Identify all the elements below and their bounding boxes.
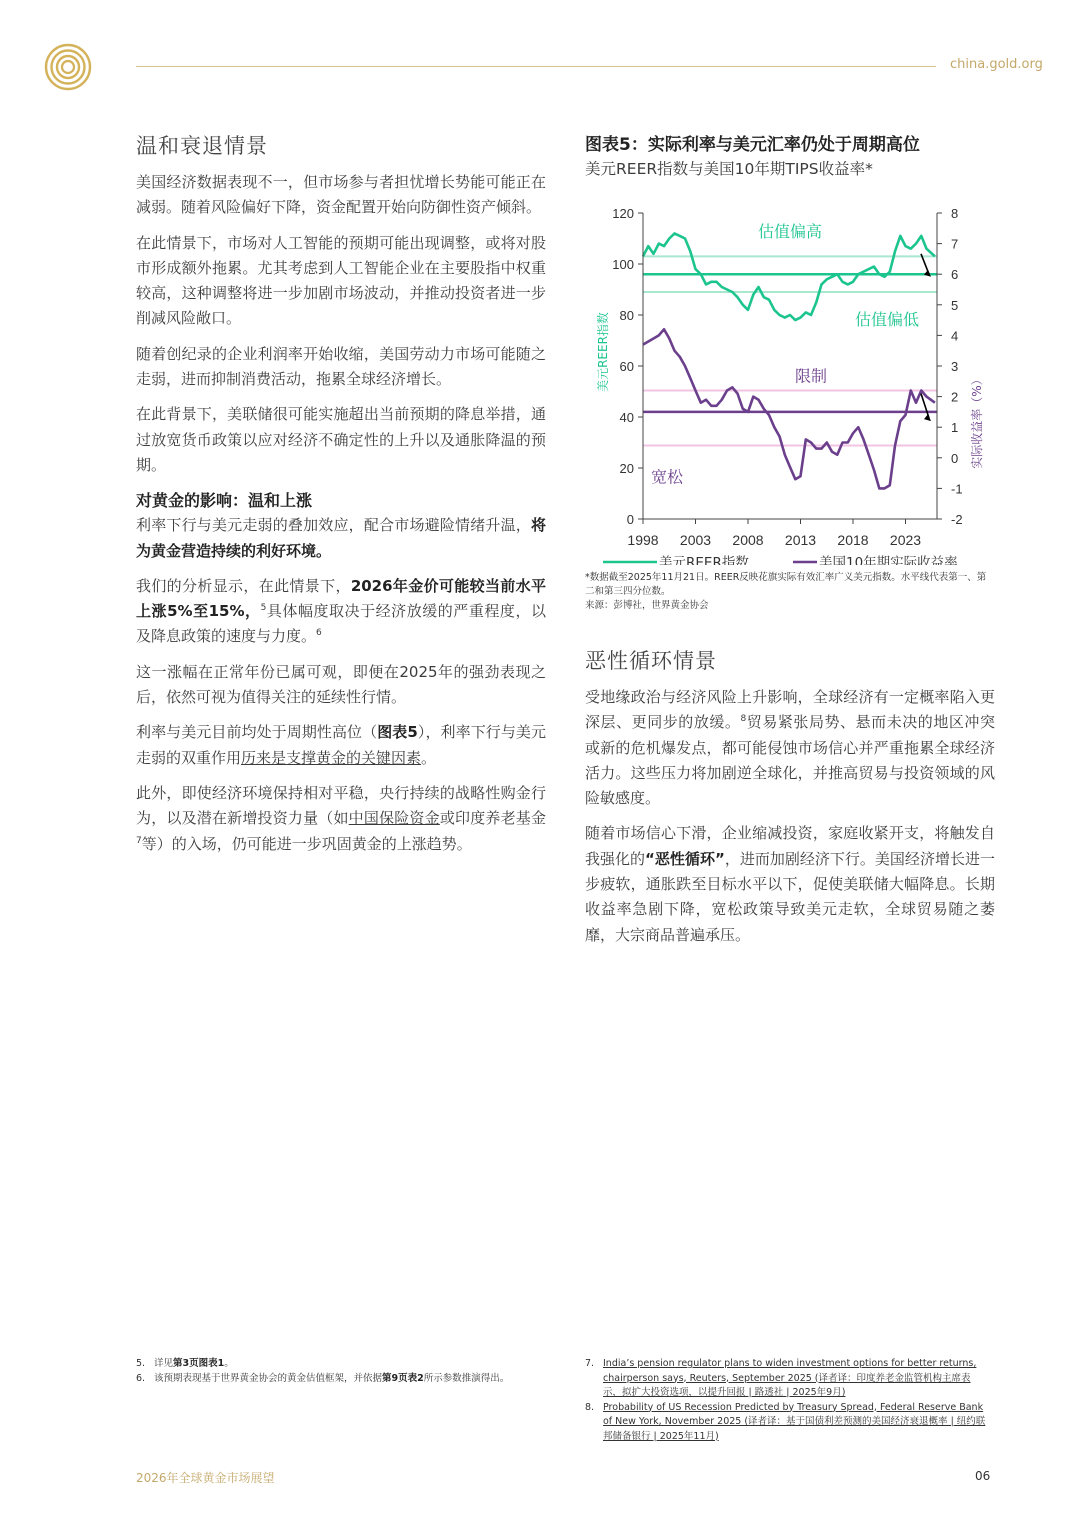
figure-subtitle: 美元REER指数与美国10年期TIPS收益率*	[585, 160, 873, 178]
footnote-ref[interactable]: 8	[740, 714, 747, 725]
reer-series-line	[643, 233, 935, 320]
x-tick-label: 1998	[627, 532, 659, 548]
y2-tick-label: 0	[951, 450, 959, 466]
reer-tips-chart	[585, 185, 995, 565]
x-tick-label: 2023	[889, 532, 922, 548]
y-tick-label: 80	[619, 308, 634, 323]
figure-note: *数据截至2025年11月21日。REER反映花旗实际有效汇率广义美元指数。水平线代表第一、第二和第三四分位数。	[585, 572, 987, 597]
y-tick-label: 60	[619, 359, 634, 374]
y2-tick-label: 1	[951, 420, 959, 436]
footnote-ref[interactable]: 6	[316, 628, 322, 639]
y-tick-label: 40	[619, 410, 634, 425]
y2-tick-label: -1	[951, 481, 963, 497]
paragraph: 利率与美元目前均处于周期性高位（图表5），利率下行与美元走弱的双重作用历来是支撑黄金的关键因素。	[136, 723, 546, 767]
report-title-footer: 2026年全球黄金市场展望	[136, 1471, 275, 1485]
tips-series-line	[643, 329, 935, 488]
section-title-mild-recession: 温和衰退情景	[136, 134, 268, 158]
paragraph: 在此背景下，美联储很可能实施超出当前预期的降息举措，通过放宽货币政策以应对经济不确定性的上升以及通胀降温的预期。	[136, 405, 546, 474]
chart-annotation: 宽松	[650, 467, 684, 487]
figure-notes	[585, 571, 995, 613]
section-title-vicious-cycle: 恶性循环情景	[585, 649, 717, 673]
y2-tick-label: 3	[951, 359, 959, 374]
x-tick-label: 2008	[732, 532, 764, 548]
paragraph: 这一涨幅在正常年份已属可观，即便在2025年的强劲表现之后，依然可视为值得关注的延续性行情。	[136, 662, 546, 707]
y2-tick-label: -2	[951, 512, 963, 527]
chart-annotation: 估值偏高	[757, 221, 823, 241]
footnote-item: 7. India’s pension regulator plans to widen investment options for better returns, chairperson says, Reuters, September 2025 (译者译：印度养老金监管机构主席表示，拟扩大投资选项，以提升回报 | 路透社 | 2025年9月)	[585, 1358, 977, 1398]
impact-heading: 对黄金的影响：温和上涨	[136, 491, 313, 511]
y2-tick-label: 2	[951, 389, 959, 405]
footnotes-left	[136, 1357, 526, 1386]
left-column	[136, 130, 546, 867]
footnote-link[interactable]: 第3页图表1	[173, 1358, 225, 1369]
key-factor-link[interactable]: 历来是支撑黄金的关键因素	[241, 748, 422, 767]
paragraph: 在此情景下，市场对人工智能的预期可能出现调整，或将对股市形成额外拖累。尤其考虑到人工智能企业在主要股指中权重较高，这种调整将进一步加剧市场波动，并推动投资者进一步削减风险敞口。	[136, 233, 546, 328]
paragraph: 受地缘政治与经济风险上升影响，全球经济有一定概率陷入更深层、更同步的放缓。$^8$贸易紧张局势、悬而未决的地区冲突或新的危机爆发点，都可能侵蚀市场信心并严重拖累全球经济活力。这些压力将加剧逆全球化，并推高贸易与投资领域的风险敏感度。	[585, 688, 995, 808]
y-tick-label: 0	[626, 512, 634, 527]
paragraph: 随着市场信心下滑，企业缩减投资，家庭收紧开支，将触发自我强化的“恶性循环”，进而加剧经济下行。美国经济增长进一步疲软，通胀跌至目标水平以下，促使美联储大幅降息。长期收益率急剧下降，宽松政策导致美元走软，全球贸易随之萎靡，大宗商品普遍承压。	[585, 824, 995, 944]
y2-tick-label: 4	[951, 328, 959, 344]
chart-annotation: 限制	[794, 366, 828, 386]
y-axis-title: 美元REER指数	[596, 312, 610, 392]
footnote-ref[interactable]: 5	[260, 603, 267, 614]
wgc-logo-icon	[44, 43, 92, 91]
page-number: 06	[975, 1469, 991, 1483]
chart-annotation: 估值偏低	[854, 310, 920, 330]
figure-title: 图表5：实际利率与美元汇率仍处于周期高位	[585, 135, 920, 155]
site-link[interactable]: china.gold.org	[950, 57, 1043, 72]
y2-tick-label: 6	[951, 267, 959, 283]
paragraph: 美国经济数据表现不一，但市场参与者担忧增长势能可能正在减弱。随着风险偏好下降，资金配置开始向防御性资产倾斜。	[136, 173, 546, 217]
right-column	[585, 130, 995, 958]
footnote-8-link[interactable]: Probability of US Recession Predicted by Treasury Spread, Federal Reserve Bank of New York, November 2025 (译者译：基于国债利差预测的美国经济衰退概率 | 纽约联邦储备银行 | 2025年11月)	[603, 1401, 986, 1442]
y-tick-label: 120	[612, 206, 634, 221]
y2-tick-label: 5	[951, 297, 959, 313]
y2-tick-label: 8	[951, 206, 959, 221]
china-insurance-link[interactable]: 中国保险资金	[348, 809, 440, 828]
footnotes-right	[585, 1357, 990, 1444]
footnote-7-link[interactable]: India’s pension regulator plans to widen investment options for better returns, chairperson says, Reuters, September 2025 (译者译：印度养老金监管机构主席表示，拟扩大投资选项，以提升回报 | 路透社 | 2025年9月)	[603, 1358, 977, 1398]
trend-arrow-tips-head	[924, 414, 931, 421]
paragraph: 此外，即使经济环境保持相对平稳，央行持续的战略性购金行为，以及潜在新增投资力量（如中国保险资金或印度养老基金$^7$等）的入场，仍可能进一步巩固黄金的上涨趋势。	[136, 783, 546, 853]
legend-label-reer: 美元REER指数	[659, 555, 749, 565]
y-tick-label: 20	[619, 461, 634, 476]
header-rule	[136, 66, 936, 67]
chart-container	[585, 185, 995, 565]
figure-ref-link[interactable]: 图表5	[377, 723, 418, 742]
y2-tick-label: 7	[951, 236, 959, 252]
footnote-link[interactable]: 第9页表2	[382, 1372, 424, 1384]
paragraph: 利率下行与美元走弱的叠加效应，配合市场避险情绪升温，将为黄金营造持续的利好环境。	[136, 516, 546, 560]
x-tick-label: 2018	[837, 532, 869, 548]
footnote-item: 6. 该预期表现基于世界黄金协会的黄金估值框架，并依据第9页表2所示参数推演得出。	[136, 1372, 510, 1384]
x-tick-label: 2003	[679, 532, 712, 548]
footnote-item: 8. Probability of US Recession Predicted by Treasury Spread, Federal Reserve Bank of New York, November 2025 (译者译：基于国债利差预测的美国经济衰退概率 | 纽约联邦储备银行 | 2025年11月)	[585, 1401, 986, 1442]
y-tick-label: 100	[612, 257, 634, 272]
y2-axis-title: 实际收益率（%）	[970, 373, 984, 469]
x-tick-label: 2013	[784, 532, 817, 548]
paragraph: 我们的分析显示，在此情景下，2026年金价可能较当前水平上涨5%至15%，$^5$具体幅度取决于经济放缓的严重程度，以及降息政策的速度与力度。$^6$	[136, 576, 546, 646]
paragraph: 随着创纪录的企业利润率开始收缩，美国劳动力市场可能随之走弱，进而抑制消费活动，拖累全球经济增长。	[136, 344, 546, 389]
footnote-ref[interactable]: 7	[136, 835, 142, 846]
figure-source: 来源：彭博社，世界黄金协会	[585, 600, 709, 611]
footnote-item: 5. 详见第3页图表1。	[136, 1358, 234, 1369]
legend-label-tips: 美国10年期实际收益率	[819, 555, 958, 565]
